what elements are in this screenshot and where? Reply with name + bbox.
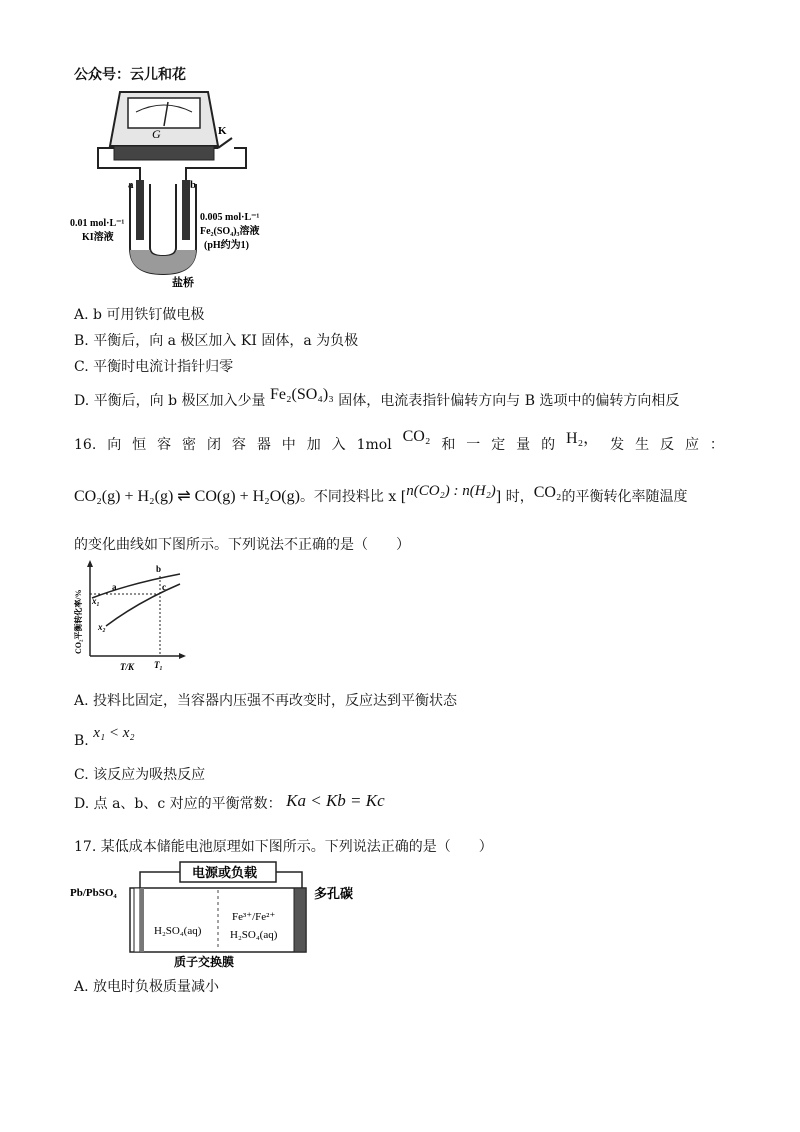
q15-option-d-formula: Fe₂(SO₄)₃ [269, 386, 334, 403]
right-soln: Fe₂(SO₄)₃溶液 [200, 226, 260, 237]
q17-option-a: A. 放电时负极质量减小 [74, 979, 220, 995]
pb-electrode [134, 888, 140, 952]
x2-label: x₂ [98, 622, 106, 632]
q16-stem-line3: 的变化曲线如下图所示。下列说法不正确的是（ ） [74, 537, 410, 553]
co2-formula-2: CO₂ [533, 484, 562, 501]
q16-stem-line2 [74, 483, 688, 506]
q16-number: 16. [74, 437, 97, 453]
electrode-a [136, 180, 144, 240]
carbon-electrode [294, 888, 306, 952]
point-c-label: c [162, 582, 166, 592]
switch-k [218, 138, 232, 148]
q16-option-c: C. 该反应为吸热反应 [74, 767, 206, 783]
q15-option-b: B. 平衡后，向 a 极区加入 KI 固体，a 为负极 [74, 333, 359, 349]
q16-option-d-math: Ka < Kb = Kc [286, 791, 385, 810]
h2-formula: H₂， [566, 430, 600, 447]
y-axis-label: CO₂平衡转化率/% [74, 589, 83, 654]
galvanic-cell-figure [68, 88, 278, 288]
q16-stem-line1: 16. 向 恒 容 密 闭 容 器 中 加 入 1mol CO₂ 和 一 定 量 的 H₂， 发 生 反 应 ： [74, 428, 724, 453]
q15-option-d-post: 固体，电流表指针偏转方向与 B 选项中的偏转方向相反 [338, 393, 680, 409]
galvanometer-label: G [152, 127, 161, 141]
q15-option-d-pre: D. 平衡后，向 b 极区加入少量 [74, 393, 266, 409]
q16-ratio-post: ] 时， [495, 489, 534, 505]
point-b-label: b [156, 564, 162, 574]
x1-label: x₁ [92, 596, 100, 606]
q16-option-d [74, 791, 385, 813]
battery-figure [68, 858, 378, 970]
conversion-chart [68, 558, 188, 674]
q16-option-b [74, 724, 135, 749]
q16-option-a: A. 投料比固定，当容器内压强不再改变时，反应达到平衡状态 [74, 693, 458, 709]
left-soln: KI溶液 [82, 232, 114, 243]
right-ions-label: Fe³⁺/Fe²⁺ [232, 911, 276, 923]
q15-option-c: C. 平衡时电流计指针归零 [74, 359, 234, 375]
left-electrode-label: Pb/PbSO₄ [70, 887, 117, 899]
co2-formula: CO₂ [402, 428, 431, 445]
q15-option-d [74, 386, 680, 410]
q17-stem: 17. 某低成本储能电池原理如下图所示。下列说法正确的是（ ） [74, 839, 493, 855]
electrode-a-label: a [128, 179, 134, 191]
point-a-label: a [112, 582, 117, 592]
right-ph: (pH约为1) [204, 240, 249, 251]
q16-ratio-pre: 。不同投料比 x [ [299, 489, 407, 505]
electrode-b-label: b [190, 179, 197, 191]
feed-ratio: n(CO₂) : n(H₂) [406, 483, 496, 499]
q16-option-b-math: x₁ < x₂ [93, 725, 135, 741]
t1-label: T₁ [154, 660, 163, 670]
q16-option-b-label: B. [74, 733, 89, 749]
salt-bridge-label: 盐桥 [172, 277, 194, 288]
q15-option-a: A. b 可用铁钉做电极 [74, 307, 205, 323]
reaction-equation: CO₂(g) + H₂(g) ⇌ CO(g) + H₂O(g) [74, 488, 300, 505]
q16-option-d-pre: D. 点 a、b、c 对应的平衡常数： [74, 796, 282, 812]
right-conc: 0.005 mol·L⁻¹ [200, 212, 260, 223]
power-load-label: 电源或负载 [192, 865, 258, 880]
q16-stem-tail: 的平衡转化率随温度 [561, 489, 688, 505]
left-conc: 0.01 mol·L⁻¹ [70, 218, 125, 229]
switch-label: K [218, 125, 227, 137]
salt-bridge-fill [130, 250, 196, 274]
header-label: 公众号：云儿和花 [74, 67, 186, 83]
membrane-label: 质子交换膜 [174, 955, 235, 969]
right-electrode-label: 多孔碳 [314, 886, 354, 901]
curve-x2 [106, 584, 180, 626]
right-solution-label: H₂SO₄(aq) [230, 929, 278, 941]
x-axis-label: T/K [120, 662, 135, 672]
electrode-b [182, 180, 190, 240]
left-solution-label: H₂SO₄(aq) [154, 925, 202, 937]
galvanometer-base [114, 146, 214, 160]
